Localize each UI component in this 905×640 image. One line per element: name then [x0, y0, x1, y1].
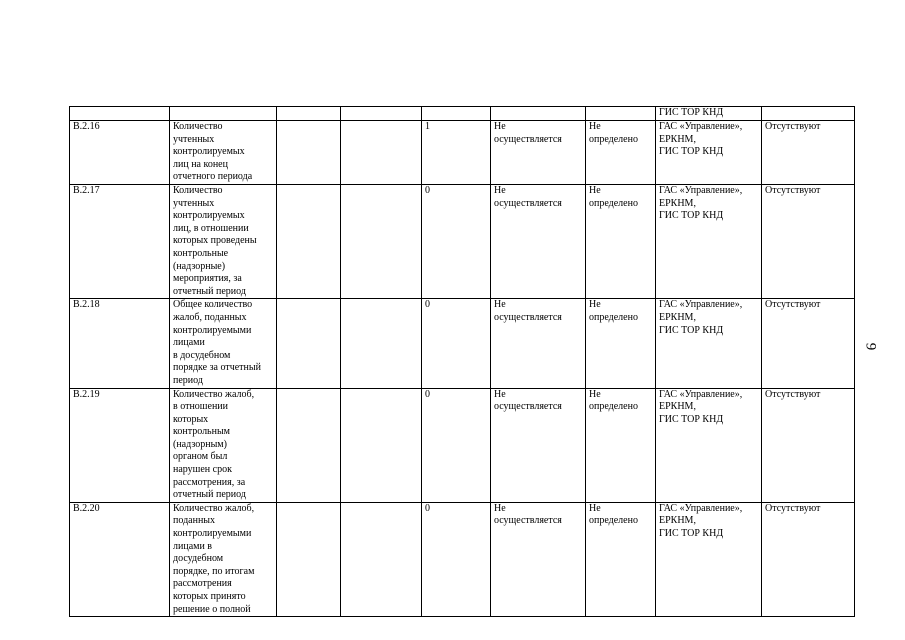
- cell-note: [762, 107, 855, 121]
- cell-defined: Не определено: [586, 502, 656, 616]
- cell-indicator: Общее количество жалоб, поданных контролируемыми лицами в досудебном порядке за отчетный период: [170, 299, 277, 388]
- cell-indicator: Количество жалоб, в отношении которых контрольным (надзорным) органом был нарушен срок рассмотрения, за отчетный период: [170, 388, 277, 502]
- cell-note: Отсутствуют: [762, 299, 855, 388]
- cell-value: 0: [422, 502, 491, 616]
- cell-empty: [341, 107, 422, 121]
- cell-indicator: Количество учтенных контролируемых лиц, в отношении которых проведены контрольные (надзорные) мероприятия, за отчетный период: [170, 185, 277, 299]
- cell-empty: [341, 502, 422, 616]
- cell-empty: [341, 185, 422, 299]
- cell-code: [70, 107, 170, 121]
- cell-status: Не осуществляется: [491, 121, 586, 185]
- cell-empty: [277, 107, 341, 121]
- cell-empty: [277, 121, 341, 185]
- table-row: [70, 502, 855, 616]
- cell-status: Не осуществляется: [491, 388, 586, 502]
- cell-defined: Не определено: [586, 388, 656, 502]
- cell-source: ГАС «Управление», ЕРКНМ, ГИС ТОР КНД: [656, 121, 762, 185]
- cell-defined: Не определено: [586, 185, 656, 299]
- cell-code: В.2.20: [70, 502, 170, 616]
- cell-status: Не осуществляется: [491, 299, 586, 388]
- cell-value: 0: [422, 299, 491, 388]
- cell-note: Отсутствуют: [762, 388, 855, 502]
- cell-status: Не осуществляется: [491, 185, 586, 299]
- cell-empty: [341, 121, 422, 185]
- cell-empty: [277, 502, 341, 616]
- cell-indicator: Количество жалоб, поданных контролируемыми лицами в досудебном порядке, по итогам рассмотрения которых принято решение о полной: [170, 502, 277, 616]
- cell-status: [491, 107, 586, 121]
- table-row-top: [70, 107, 855, 121]
- cell-empty: [277, 185, 341, 299]
- cell-value: 0: [422, 185, 491, 299]
- table-row: [70, 185, 855, 299]
- cell-code: В.2.19: [70, 388, 170, 502]
- cell-source: ГАС «Управление», ЕРКНМ, ГИС ТОР КНД: [656, 388, 762, 502]
- table-row: [70, 299, 855, 388]
- cell-source: ГАС «Управление», ЕРКНМ, ГИС ТОР КНД: [656, 185, 762, 299]
- cell-status: Не осуществляется: [491, 502, 586, 616]
- indicators-table: [69, 106, 855, 617]
- cell-indicator: [170, 107, 277, 121]
- cell-empty: [341, 299, 422, 388]
- cell-code: В.2.16: [70, 121, 170, 185]
- cell-source: ГАС «Управление», ЕРКНМ, ГИС ТОР КНД: [656, 502, 762, 616]
- cell-value: 0: [422, 388, 491, 502]
- cell-indicator: Количество учтенных контролируемых лиц на конец отчетного периода: [170, 121, 277, 185]
- cell-note: Отсутствуют: [762, 502, 855, 616]
- cell-defined: Не определено: [586, 299, 656, 388]
- cell-note: Отсутствуют: [762, 121, 855, 185]
- cell-defined: [586, 107, 656, 121]
- cell-value: [422, 107, 491, 121]
- cell-code: В.2.17: [70, 185, 170, 299]
- cell-defined: Не определено: [586, 121, 656, 185]
- page-number: 9: [862, 342, 879, 351]
- cell-empty: [341, 388, 422, 502]
- cell-source: ГАС «Управление», ЕРКНМ, ГИС ТОР КНД: [656, 299, 762, 388]
- cell-source: ГИС ТОР КНД: [656, 107, 762, 121]
- cell-note: Отсутствуют: [762, 185, 855, 299]
- cell-value: 1: [422, 121, 491, 185]
- cell-empty: [277, 388, 341, 502]
- cell-empty: [277, 299, 341, 388]
- cell-code: В.2.18: [70, 299, 170, 388]
- table-row: [70, 121, 855, 185]
- table-row: [70, 388, 855, 502]
